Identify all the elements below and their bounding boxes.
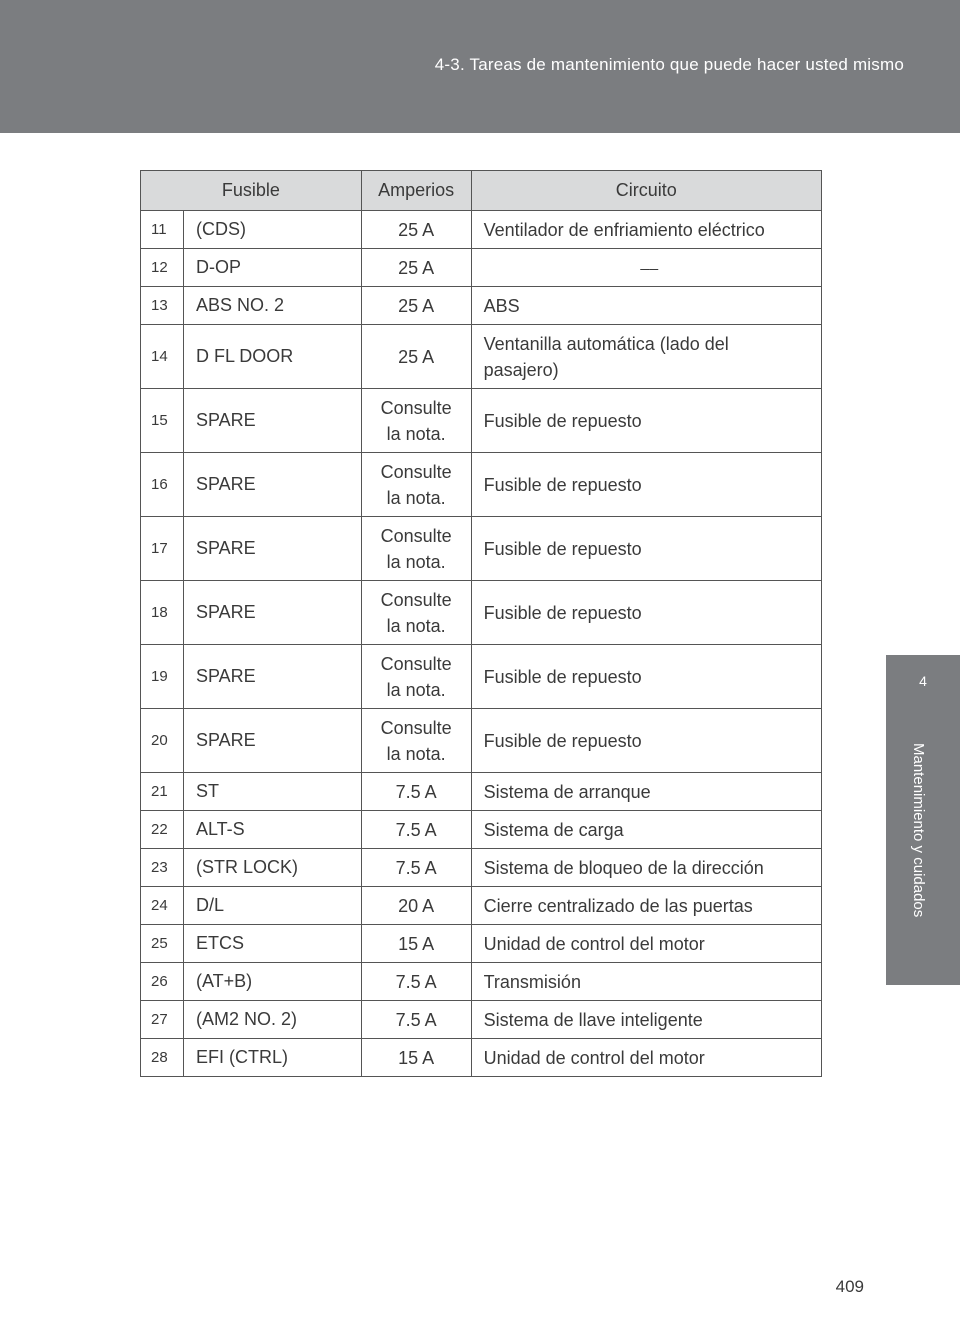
fuse-circuit bbox=[471, 211, 821, 249]
table-row bbox=[141, 963, 822, 1001]
amperage-line: 25 A bbox=[398, 257, 435, 278]
circuit-line: Fusible de repuesto bbox=[483, 730, 642, 751]
fuse-number: 26 bbox=[141, 963, 184, 1001]
fuse-number: 19 bbox=[141, 645, 184, 709]
circuit-line: Unidad de control del motor bbox=[483, 933, 705, 954]
circuit-line: Unidad de control del motor bbox=[483, 1047, 705, 1068]
fuse-name: ST bbox=[183, 773, 361, 811]
fuse-number: 15 bbox=[141, 389, 184, 453]
fuse-amperage bbox=[361, 581, 471, 645]
fuse-name: ABS NO. 2 bbox=[183, 287, 361, 325]
table-row bbox=[141, 389, 822, 453]
fuse-circuit bbox=[471, 773, 821, 811]
circuit-line: Fusible de repuesto bbox=[483, 602, 642, 623]
fuse-number: 28 bbox=[141, 1039, 184, 1077]
table-row bbox=[141, 517, 822, 581]
table-row bbox=[141, 1001, 822, 1039]
amperage-line: la nota. bbox=[386, 551, 446, 572]
fuse-name: SPARE bbox=[183, 645, 361, 709]
fuse-amperage bbox=[361, 925, 471, 963]
fuse-circuit bbox=[471, 517, 821, 581]
fuse-circuit bbox=[471, 453, 821, 517]
circuit-line: Ventilador de enfriamiento eléctrico bbox=[483, 219, 765, 240]
fuse-circuit bbox=[471, 645, 821, 709]
fuse-amperage bbox=[361, 887, 471, 925]
circuit-line: Fusible de repuesto bbox=[483, 474, 642, 495]
fuse-name: (CDS) bbox=[183, 211, 361, 249]
fuse-circuit bbox=[471, 811, 821, 849]
amperage-line: 7.5 A bbox=[395, 819, 437, 840]
fuse-name: D FL DOOR bbox=[183, 325, 361, 389]
table-row bbox=[141, 709, 822, 773]
fuse-number: 14 bbox=[141, 325, 184, 389]
fuse-circuit bbox=[471, 1039, 821, 1077]
table-row bbox=[141, 849, 822, 887]
fuse-table-body bbox=[141, 211, 822, 1077]
table-row bbox=[141, 811, 822, 849]
fuse-name: (STR LOCK) bbox=[183, 849, 361, 887]
fuse-amperage bbox=[361, 773, 471, 811]
fuse-number: 16 bbox=[141, 453, 184, 517]
amperage-line: 7.5 A bbox=[395, 1009, 437, 1030]
amperage-line: la nota. bbox=[386, 423, 446, 444]
amperage-line: la nota. bbox=[386, 743, 446, 764]
amperage-line: 15 A bbox=[398, 933, 435, 954]
amperage-line: la nota. bbox=[386, 487, 446, 508]
fuse-name: (AT+B) bbox=[183, 963, 361, 1001]
amperage-line: Consulte bbox=[380, 525, 452, 546]
amperage-line: 25 A bbox=[398, 295, 435, 316]
fuse-circuit bbox=[471, 925, 821, 963]
fuse-name: D/L bbox=[183, 887, 361, 925]
fuse-number: 24 bbox=[141, 887, 184, 925]
table-row bbox=[141, 887, 822, 925]
fuse-number: 11 bbox=[141, 211, 184, 249]
fuse-amperage bbox=[361, 453, 471, 517]
chapter-label: Mantenimiento y cuidados bbox=[910, 743, 927, 918]
fuse-number: 21 bbox=[141, 773, 184, 811]
circuit-line: Ventanilla automática (lado del bbox=[483, 333, 729, 354]
circuit-line: ⎯⎯ bbox=[640, 257, 659, 278]
fuse-circuit bbox=[471, 709, 821, 773]
fuse-amperage bbox=[361, 517, 471, 581]
amperage-line: 25 A bbox=[398, 219, 435, 240]
column-header-fuse: Fusible bbox=[141, 171, 362, 211]
circuit-line: Sistema de carga bbox=[483, 819, 624, 840]
circuit-line: Fusible de repuesto bbox=[483, 410, 642, 431]
fuse-amperage bbox=[361, 849, 471, 887]
fuse-circuit bbox=[471, 287, 821, 325]
fuse-amperage bbox=[361, 211, 471, 249]
circuit-line: pasajero) bbox=[483, 359, 559, 380]
fuse-circuit bbox=[471, 1001, 821, 1039]
amperage-line: 7.5 A bbox=[395, 971, 437, 992]
circuit-line: Sistema de arranque bbox=[483, 781, 651, 802]
fuse-number: 20 bbox=[141, 709, 184, 773]
chapter-side-tab bbox=[886, 655, 960, 985]
table-row bbox=[141, 211, 822, 249]
column-header-circuit: Circuito bbox=[471, 171, 821, 211]
column-header-amps: Amperios bbox=[361, 171, 471, 211]
fuse-amperage bbox=[361, 389, 471, 453]
amperage-line: Consulte bbox=[380, 589, 452, 610]
fuse-name: (AM2 NO. 2) bbox=[183, 1001, 361, 1039]
amperage-line: 20 A bbox=[398, 895, 435, 916]
fuse-amperage bbox=[361, 1039, 471, 1077]
section-title: 4-3. Tareas de mantenimiento que puede hacer usted mismo bbox=[434, 55, 904, 74]
fuse-amperage bbox=[361, 645, 471, 709]
fuse-name: D-OP bbox=[183, 249, 361, 287]
amperage-line: la nota. bbox=[386, 679, 446, 700]
circuit-line: Transmisión bbox=[483, 971, 581, 992]
amperage-line: la nota. bbox=[386, 615, 446, 636]
circuit-line: Cierre centralizado de las puertas bbox=[483, 895, 753, 916]
fuse-name: SPARE bbox=[183, 517, 361, 581]
table-row bbox=[141, 287, 822, 325]
table-header-row bbox=[141, 171, 822, 211]
amperage-line: 7.5 A bbox=[395, 781, 437, 802]
page-number: 409 bbox=[835, 1277, 864, 1296]
fuse-number: 25 bbox=[141, 925, 184, 963]
fuse-number: 22 bbox=[141, 811, 184, 849]
amperage-line: 15 A bbox=[398, 1047, 435, 1068]
amperage-line: Consulte bbox=[380, 717, 452, 738]
fuse-amperage bbox=[361, 709, 471, 773]
fuse-amperage bbox=[361, 811, 471, 849]
fuse-circuit bbox=[471, 581, 821, 645]
fuse-table bbox=[140, 170, 822, 1077]
fuse-name: ETCS bbox=[183, 925, 361, 963]
page-header bbox=[0, 0, 960, 133]
fuse-name: SPARE bbox=[183, 709, 361, 773]
fuse-amperage bbox=[361, 1001, 471, 1039]
fuse-number: 12 bbox=[141, 249, 184, 287]
fuse-amperage bbox=[361, 287, 471, 325]
fuse-name: SPARE bbox=[183, 453, 361, 517]
fuse-name: ALT-S bbox=[183, 811, 361, 849]
table-row bbox=[141, 1039, 822, 1077]
table-row bbox=[141, 645, 822, 709]
amperage-line: Consulte bbox=[380, 397, 452, 418]
fuse-circuit bbox=[471, 849, 821, 887]
table-row bbox=[141, 453, 822, 517]
fuse-number: 13 bbox=[141, 287, 184, 325]
fuse-name: SPARE bbox=[183, 581, 361, 645]
fuse-circuit bbox=[471, 389, 821, 453]
table-row bbox=[141, 925, 822, 963]
fuse-circuit bbox=[471, 887, 821, 925]
circuit-line: Fusible de repuesto bbox=[483, 538, 642, 559]
fuse-number: 18 bbox=[141, 581, 184, 645]
fuse-name: EFI (CTRL) bbox=[183, 1039, 361, 1077]
fuse-amperage bbox=[361, 963, 471, 1001]
circuit-line: Fusible de repuesto bbox=[483, 666, 642, 687]
fuse-circuit bbox=[471, 963, 821, 1001]
fuse-number: 23 bbox=[141, 849, 184, 887]
table-row bbox=[141, 249, 822, 287]
circuit-line: ABS bbox=[483, 295, 520, 316]
amperage-line: 25 A bbox=[398, 346, 435, 367]
fuse-name: SPARE bbox=[183, 389, 361, 453]
table-row bbox=[141, 325, 822, 389]
fuse-circuit bbox=[471, 249, 821, 287]
amperage-line: Consulte bbox=[380, 461, 452, 482]
table-row bbox=[141, 581, 822, 645]
fuse-amperage bbox=[361, 325, 471, 389]
fuse-number: 27 bbox=[141, 1001, 184, 1039]
fuse-amperage bbox=[361, 249, 471, 287]
amperage-line: 7.5 A bbox=[395, 857, 437, 878]
fuse-number: 17 bbox=[141, 517, 184, 581]
circuit-line: Sistema de bloqueo de la dirección bbox=[483, 857, 764, 878]
amperage-line: Consulte bbox=[380, 653, 452, 674]
table-row bbox=[141, 773, 822, 811]
fuse-circuit bbox=[471, 325, 821, 389]
chapter-number: 4 bbox=[919, 673, 927, 689]
circuit-line: Sistema de llave inteligente bbox=[483, 1009, 703, 1030]
